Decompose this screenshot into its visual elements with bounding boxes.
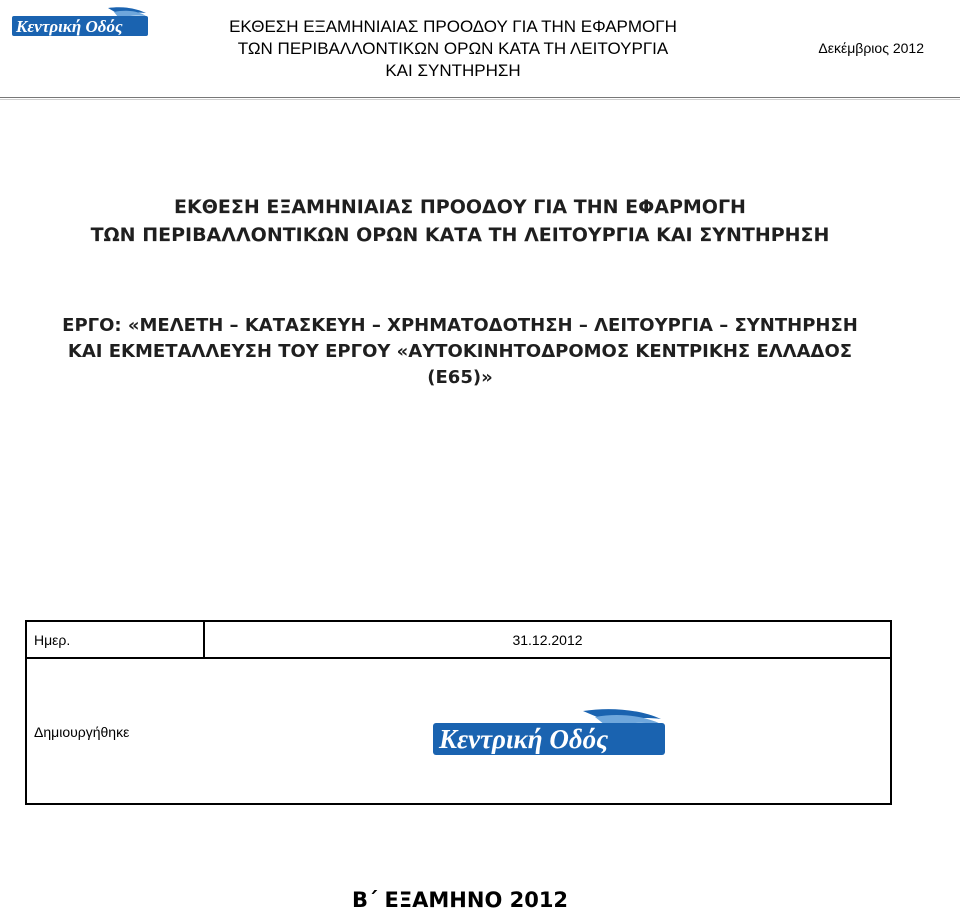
project-title-line: ΚΑΙ ΕΚΜΕΤΑΛΛΕΥΣΗ ΤΟΥ ΕΡΓΟΥ «ΑΥΤΟΚΙΝΗΤΟΔΡΟΜΟΣ ΚΕΝΤΡΙΚΗΣ ΕΛΛΑΔΟΣ — [67, 341, 853, 362]
kentriki-odos-logo-large — [433, 707, 665, 759]
created-by-label: Δημιουργήθηκε — [34, 724, 130, 740]
report-title-line: ΤΩΝ ΠΕΡΙΒΑΛΛΟΝΤΙΚΩΝ ΟΡΩΝ ΚΑΤΑ ΤΗ ΛΕΙΤΟΥΡΓΙΑ ΚΑΙ ΣΥΝΤΗΡΗΣΗ — [90, 224, 830, 246]
info-table — [25, 620, 892, 805]
logo-wordmark: Κεντρική Οδός — [16, 17, 123, 36]
header-divider — [0, 97, 960, 98]
header-title-line: ΤΩΝ ΠΕΡΙΒΑΛΛΟΝΤΙΚΩΝ ΟΡΩΝ ΚΑΤΑ ΤΗ ΛΕΙΤΟΥΡΓΙΑ — [237, 39, 669, 58]
date-label: Ημερ. — [34, 632, 71, 648]
logo-wordmark: Κεντρική Οδός — [439, 724, 609, 754]
header-title-line: ΕΚΘΕΣΗ ΕΞΑΜΗΝΙΑΙΑΣ ΠΡΟΟΔΟΥ ΓΙΑ ΤΗΝ ΕΦΑΡΜΟΓΗ — [229, 17, 677, 36]
table-row-divider — [27, 657, 890, 659]
header-title-line: ΚΑΙ ΣΥΝΤΗΡΗΣΗ — [385, 61, 521, 80]
report-title-line: ΕΚΘΕΣΗ ΕΞΑΜΗΝΙΑΙΑΣ ΠΡΟΟΔΟΥ ΓΙΑ ΤΗΝ ΕΦΑΡΜΟΓΗ — [174, 196, 746, 218]
project-title-line: ΕΡΓΟ: «ΜΕΛΕΤΗ – ΚΑΤΑΣΚΕΥΗ – ΧΡΗΜΑΤΟΔΟΤΗΣΗ – ΛΕΙΤΟΥΡΓΙΑ – ΣΥΝΤΗΡΗΣΗ — [62, 315, 858, 336]
date-value: 31.12.2012 — [512, 632, 583, 648]
kentriki-odos-logo — [12, 6, 148, 36]
report-title — [0, 193, 920, 249]
header-title — [158, 16, 748, 82]
project-title — [0, 313, 920, 391]
semester-label: Β΄ ΕΞΑΜΗΝΟ 2012 — [351, 888, 569, 912]
project-title-line: (Ε65)» — [427, 367, 493, 388]
header-date: Δεκέμβριος 2012 — [818, 40, 924, 56]
